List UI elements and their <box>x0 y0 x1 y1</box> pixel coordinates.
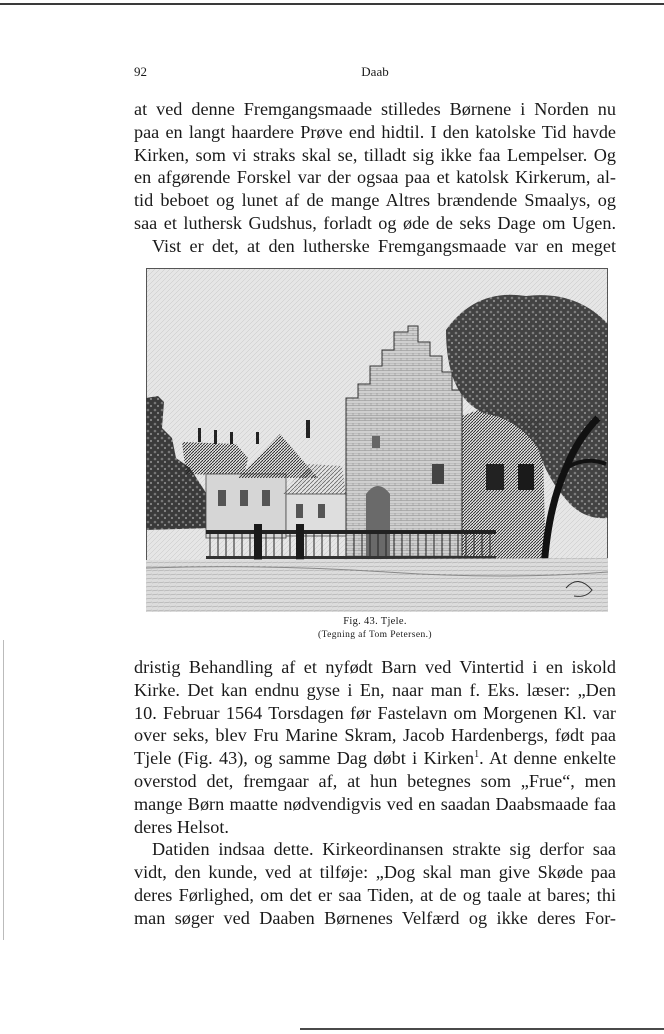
footnote-marker: 1 <box>474 749 480 761</box>
text-line: overstod det, fremgaar af, at hun betegnes som „Frue“, men <box>134 770 616 791</box>
text-line: vidt, den kunde, ved at tilføje: „Dog skal man give Skøde paa <box>134 862 616 883</box>
text-line: tid beboet og lunet af de mange Altres brændende Smaalys, og <box>134 190 616 211</box>
text-line: Kirke. Det kan endnu gyse i En, naar man f. Eks. læser: „Den <box>134 679 616 700</box>
text-line: dristig Behandling af et nyfødt Barn ved Vintertid i en iskold <box>134 657 616 677</box>
text-line: mange Børn maatte nødvendigvis ved en saadan Daabsmaade faa <box>134 793 616 814</box>
paragraph-2 <box>134 656 616 930</box>
tjele-drawing <box>146 268 608 612</box>
text-line: en afgørende Forskel var der ogsaa paa et katolsk Kirkerum, al- <box>134 167 616 188</box>
page-header <box>134 64 616 84</box>
text-line: saa et luthersk Gudshus, forladt og øde de seks Dage om Ugen. <box>134 212 616 233</box>
text-line: Datiden indsaa dette. Kirkeordinansen strakte sig derfor saa <box>152 839 616 860</box>
text-line: Vist er det, at den lutherske Fremgangsmaade var en meget <box>152 235 616 256</box>
text-line: over seks, blev Fru Marine Skram, Jacob Hardenbergs, født paa <box>134 725 616 746</box>
figure-credit: (Tegning af Tom Petersen.) <box>318 630 432 640</box>
running-head: Daab <box>361 64 389 79</box>
text-line: at ved denne Fremgangsmaade stilledes Børnene i Norden nu <box>134 99 616 119</box>
top-rule <box>0 3 664 5</box>
page-edge <box>3 640 4 940</box>
text-line <box>134 747 616 770</box>
page-number: 92 <box>134 64 147 79</box>
text-line: paa en langt haardere Prøve end hidtil. I den katolske Tid havde <box>134 121 616 142</box>
text-segment: . At denne enkelte <box>479 748 616 769</box>
bottom-rule <box>300 1028 664 1030</box>
text-line: 10. Februar 1564 Torsdagen før Fastelavn om Morgenen Kl. var <box>134 702 616 723</box>
figure-caption: Fig. 43. Tjele. <box>343 616 407 627</box>
text-line: man søger ved Daaben Børnenes Velfærd og ikke deres For- <box>134 907 616 928</box>
text-line: deres Helsot. <box>134 816 229 837</box>
text-line: deres Førlighed, om det er saa Tiden, at de og taale at bares; thi <box>134 884 616 905</box>
figure-tjele-illustration <box>146 268 608 612</box>
paragraph-1 <box>134 98 616 258</box>
text-line: Kirken, som vi straks skal se, tilladt sig ikke faa Lempelser. Og <box>134 144 616 165</box>
text-segment: Tjele (Fig. 43), og samme Dag døbt i Kirken <box>134 748 475 769</box>
